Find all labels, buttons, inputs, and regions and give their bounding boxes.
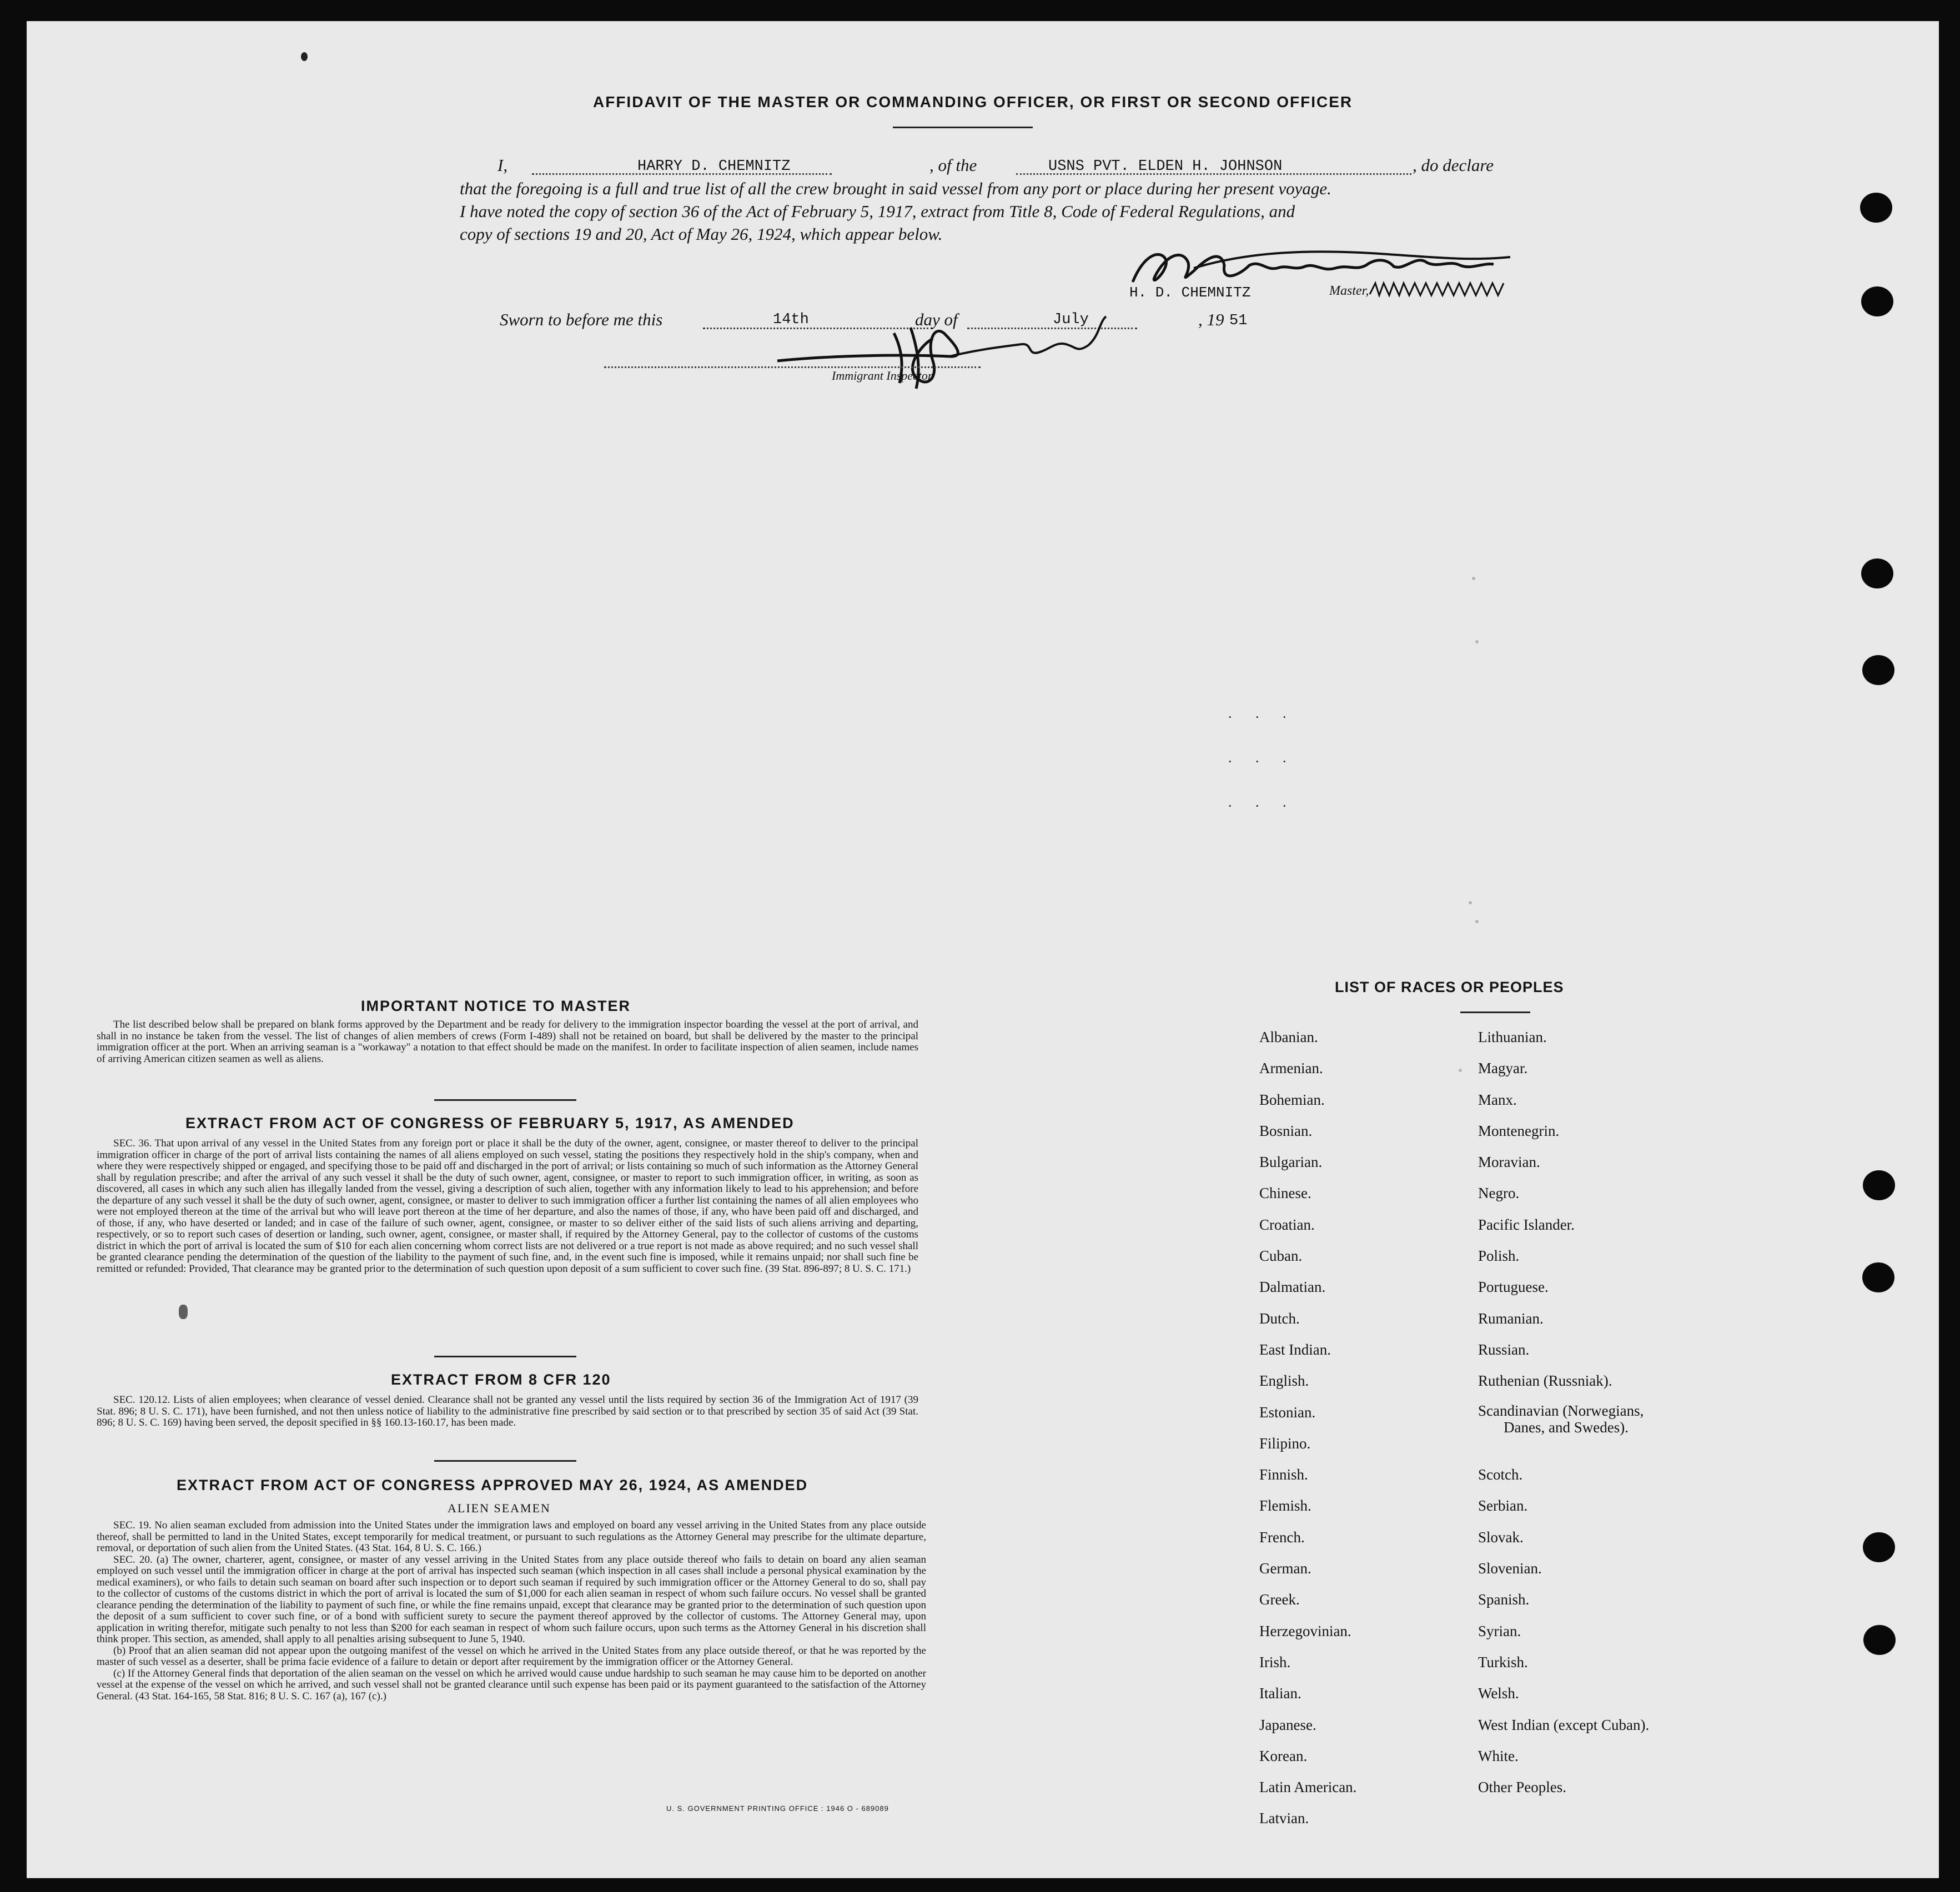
extract-1924-text: [97, 1520, 926, 1702]
race-item: Scotch.: [1478, 1466, 1523, 1483]
sworn-year: 51: [1229, 313, 1248, 329]
inspector-signature: [766, 311, 1110, 394]
race-item: West Indian (except Cuban).: [1478, 1716, 1650, 1733]
race-item: Turkish.: [1478, 1653, 1528, 1670]
race-item: Magyar.: [1478, 1060, 1528, 1077]
race-item: Lithuanian.: [1478, 1029, 1547, 1045]
race-item: Estonian.: [1259, 1403, 1316, 1421]
punch-hole: [1863, 1170, 1895, 1200]
master-label: Master,: [1329, 284, 1369, 298]
race-item: Moravian.: [1478, 1154, 1540, 1171]
of-the-label: , of the: [929, 155, 977, 175]
race-item: Herzegovinian.: [1259, 1622, 1351, 1639]
race-item: Slovak.: [1478, 1528, 1524, 1546]
race-item: Latvian.: [1259, 1810, 1309, 1827]
race-item: White.: [1478, 1747, 1519, 1764]
notice-title: IMPORTANT NOTICE TO MASTER: [361, 998, 631, 1014]
inspector-label: Immigrant Inspector.: [832, 369, 934, 383]
punch-hole: [1861, 286, 1893, 316]
extract-cfr-text: [97, 1395, 918, 1429]
day-of-label: day of: [915, 310, 958, 329]
ink-spot: [179, 1305, 188, 1319]
punch-hole: [1862, 1262, 1894, 1292]
race-item-continuation: Danes, and Swedes).: [1504, 1418, 1629, 1436]
race-item: Bohemian.: [1259, 1091, 1325, 1108]
race-item-two-line: [1478, 1397, 1649, 1460]
races-left-column: [1259, 1022, 1356, 1834]
race-item: Bosnian.: [1259, 1122, 1313, 1139]
race-item: Serbian.: [1478, 1497, 1528, 1514]
race-item: Japanese.: [1259, 1716, 1316, 1733]
inspector-fill-line: [604, 366, 981, 368]
race-item: Italian.: [1259, 1685, 1301, 1702]
declarant-name: HARRY D. CHEMNITZ: [637, 158, 791, 175]
sec-20b-paragraph: (b) Proof that an alien seaman did not appear upon the outgoing manifest of the vessel on which he arrived in the United States from any place outside thereof, or that he was reported by the master of such vessel as a deserter, shall be prima facie evidence of a failure to detain or deport after requirement by the immigration officer or the Attorney General.: [97, 1644, 926, 1668]
scan-dots: . . .: [1228, 749, 1296, 766]
race-item: Welsh.: [1478, 1685, 1519, 1702]
sec-19-paragraph: SEC. 19. No alien seaman excluded from admission into the United States under the immigration laws and employed on board any vessel arriving in the United States from any place outside thereof, shall be permitted to land in the United States, except temporarily for medical treatment, or pursuant to such regulations as the Attorney General may prescribe for the ultimate departure, removal, or deportation of such alien from the United States. (43 Stat. 164, 8 U. S. C. 166.): [97, 1519, 926, 1554]
race-item: Syrian.: [1478, 1622, 1521, 1639]
race-item: Other Peoples.: [1478, 1779, 1566, 1796]
race-item: Irish.: [1259, 1653, 1291, 1670]
sec-20c-paragraph: (c) If the Attorney General finds that deportation of the alien seaman on the vessel on which he arrived would cause undue hardship to such seaman he may cause him to be deported on another vessel at the expense of the vessel on which he arrived, and such vessel shall not be granted clearance until such expense has been paid or its payment guaranteed to the satisfaction of the Attorney General. (43 Stat. 164-165, 58 Stat. 816; 8 U. S. C. 167 (a), 167 (c).): [97, 1667, 926, 1702]
race-item: Dutch.: [1259, 1310, 1300, 1327]
race-item: Montenegrin.: [1478, 1122, 1560, 1139]
race-item: Croatian.: [1259, 1216, 1315, 1233]
printing-office-imprint: U. S. GOVERNMENT PRINTING OFFICE : 1946 O - 689089: [666, 1804, 889, 1813]
extract-1917-text: [97, 1138, 918, 1275]
signer-typed-name: H. D. CHEMNITZ: [1129, 284, 1251, 301]
extract-1924-title: EXTRACT FROM ACT OF CONGRESS APPROVED MAY 26, 1924, AS AMENDED: [177, 1477, 808, 1493]
affidavit-title: AFFIDAVIT OF THE MASTER OR COMMANDING OFFICER, OR FIRST OR SECOND OFFICER: [593, 93, 1353, 110]
notice-text: [97, 1019, 918, 1065]
race-item: Russian.: [1478, 1341, 1530, 1358]
punch-hole: [1863, 1532, 1895, 1562]
divider: [434, 1356, 576, 1357]
punch-hole: [1861, 558, 1893, 588]
divider: [434, 1460, 576, 1462]
divider: [434, 1099, 576, 1101]
race-item: Cuban.: [1259, 1247, 1303, 1265]
vessel-name: USNS PVT. ELDEN H. JOHNSON: [1048, 158, 1283, 175]
race-item: Portuguese.: [1478, 1279, 1549, 1296]
race-item: Negro.: [1478, 1185, 1520, 1202]
punch-hole: [1860, 193, 1892, 223]
races-title: LIST OF RACES OR PEOPLES: [1335, 979, 1564, 995]
notice-paragraph: The list described below shall be prepared on blank forms approved by the Department and be ready for delivery to the immigration inspector boarding the vessel at the port of arrival, and shall in no instance be taken from the vessel. The list of changes of alien members of crews (Form I-489) shall not be retained on board, but shall be delivered by the master to the principal immigration officer at the port. When an arriving seaman is a "workaway" a notation to that effect should be made on the manifest. In order to facilitate inspection of alien seamen, include names of arriving American citizen seamen as well as aliens.: [97, 1019, 918, 1065]
punch-hole: [1863, 1625, 1896, 1655]
scan-dots: . . .: [1228, 705, 1296, 721]
races-right-column: [1478, 1022, 1649, 1803]
sec-20a-paragraph: SEC. 20. (a) The owner, charterer, agent, consignee, or master of any vessel arriving in the United States from any place outside thereof who fails to detain on board any alien seaman employed on such vessel until the immigration officer in charge at the port of arrival has inspected such seaman (which inspection in all cases shall include a personal physical examination by the medical examiners), or who fails to detain such seaman on board after such inspection or to deport such seaman if required by such immigration officer or the Attorney General to do so, shall pay to the collector of customs of the customs district in which the port of arrival is located the sum of $1,000 for each alien seaman in respect of whom such failure occurs. No vessel shall be granted clearance pending the determination of the liability to payment of such fine, or while the fine remains unpaid, except that clearance may be granted prior to the determination of such question upon the deposit of a sum sufficient to cover such fine, or of a bond with sufficient surety to secure the payment thereof approved by the collector of customs. The Attorney General may, upon application in writing therefor, mitigate such penalty to not less than $200 for each seaman in respect of whom such failure occurs, upon such terms as the Attorney General in his discretion shall think proper. This section, as amended, shall apply to all penalties arising subsequent to June 5, 1940.: [97, 1553, 926, 1645]
race-item: Pacific Islander.: [1478, 1216, 1575, 1233]
divider: [1460, 1012, 1530, 1013]
alien-seamen-subtitle: ALIEN SEAMEN: [448, 1501, 551, 1515]
race-item: Finnish.: [1259, 1466, 1308, 1483]
sec-120-12-paragraph: SEC. 120.12. Lists of alien employees; when clearance of vessel denied. Clearance shall not be granted any vessel until the lists required by section 36 of the Immigration Act of 1917 (39 Stat. 896; 8 U. S. C. 171), have been furnished, and not then unless notice of liability to the administrative fine prescribed by said section or to that prescribed by section 35 of said Act (39 Stat. 896; 8 U. S. C. 169) having been served, the deposit specified in §§ 160.13-160.17, has been made.: [97, 1394, 918, 1428]
sworn-label: Sworn to before me this: [500, 310, 663, 329]
race-item: Filipino.: [1259, 1435, 1311, 1452]
sworn-month: July: [1053, 311, 1089, 328]
sworn-day: 14th: [773, 311, 809, 328]
scan-dots: . . .: [1228, 794, 1296, 810]
race-item: English.: [1259, 1372, 1309, 1390]
race-item: Ruthenian (Russniak).: [1478, 1372, 1612, 1390]
year-prefix: , 19: [1198, 310, 1224, 329]
affidavit-line-2: that the foregoing is a full and true list of all the crew brought in said vessel from any port or place during her present voyage.: [460, 179, 1331, 198]
affidavit-line-4: copy of sections 19 and 20, Act of May 26, 1924, which appear below.: [460, 224, 943, 244]
race-item: Greek.: [1259, 1591, 1300, 1608]
race-item: Korean.: [1259, 1747, 1308, 1764]
race-item: German.: [1259, 1560, 1311, 1577]
race-item: Rumanian.: [1478, 1310, 1544, 1327]
ink-spot: [301, 52, 308, 61]
divider: [893, 127, 1033, 128]
race-item: East Indian.: [1259, 1341, 1331, 1358]
affidavit-line-3: I have noted the copy of section 36 of the Act of February 5, 1917, extract from Title 8, Code of Federal Regulations, and: [460, 202, 1295, 221]
race-item: Manx.: [1478, 1091, 1517, 1108]
race-item: Dalmatian.: [1259, 1279, 1326, 1296]
race-item: Scandinavian (Norwegians,: [1478, 1402, 1644, 1419]
strikethrough-marks: [1367, 278, 1506, 302]
extract-1917-title: EXTRACT FROM ACT OF CONGRESS OF FEBRUARY 5, 1917, AS AMENDED: [185, 1115, 795, 1131]
do-declare-label: , do declare: [1413, 155, 1494, 175]
race-item: Slovenian.: [1478, 1560, 1542, 1577]
race-item: Spanish.: [1478, 1591, 1530, 1608]
race-item: French.: [1259, 1528, 1305, 1546]
race-item: Chinese.: [1259, 1185, 1311, 1202]
sec-36-paragraph: SEC. 36. That upon arrival of any vessel in the United States from any foreign port or place it shall be the duty of the owner, agent, consignee, or master thereof to deliver to the principal immigration officer in charge of the port of arrival lists containing the names of all aliens employed on such vessel, stating the positions they respectively hold in the ship's company, when and where they were respectively shipped or engaged, and specifying those to be paid off and discharged in the port of arrival; or lists containing so much of such information as the Attorney General shall by regulation prescribe; and after the arrival of any such vessel it shall be the duty of such owner, agent, consignee, or master to report to such immigration officer, in writing, as soon as discovered, all cases in which any such alien has illegally landed from the vessel, giving a description of such alien, together with any information likely to lead to his apprehension; and before the departure of any such vessel it shall be the duty of such owner, agent, consignee, or master to deliver to such immigration officer a further list containing the names of all alien employees who were not employed thereon at the time of the arrival but who will leave port thereon at the time of her departure, and also the names of those, if any, who have been paid off and discharged, and of those, if any, who have deserted or landed; and in case of the failure of such owner, agent, consignee, or master to so deliver either of the said lists of such aliens arriving and departing, respectively, or so to report such cases of desertion or landing, such owner, agent, consignee, or master shall, if required by the Attorney General, pay to the collector of customs of the customs district in which the port of arrival is located the sum of $10 for each alien concerning whom correct lists are not delivered or a true report is not made as above required; and no such vessel shall be granted clearance pending the determination of the question of the liability to the payment of such fine, and, in the event such fine is imposed, while it remains unpaid; nor shall such fine be remitted or refunded: Provided, That clearance may be granted prior to the determination of such question upon deposit of a sum sufficient to cover such fine. (39 Stat. 896-897; 8 U. S. C. 171.): [97, 1138, 918, 1275]
race-item: Armenian.: [1259, 1060, 1323, 1077]
extract-cfr-title: EXTRACT FROM 8 CFR 120: [391, 1371, 611, 1388]
race-item: Polish.: [1478, 1247, 1520, 1265]
race-item: Albanian.: [1259, 1029, 1318, 1045]
race-item: Flemish.: [1259, 1497, 1311, 1514]
race-item: Latin American.: [1259, 1779, 1357, 1796]
i-label: I,: [497, 155, 508, 175]
race-item: Bulgarian.: [1259, 1154, 1323, 1171]
punch-hole: [1862, 655, 1894, 685]
